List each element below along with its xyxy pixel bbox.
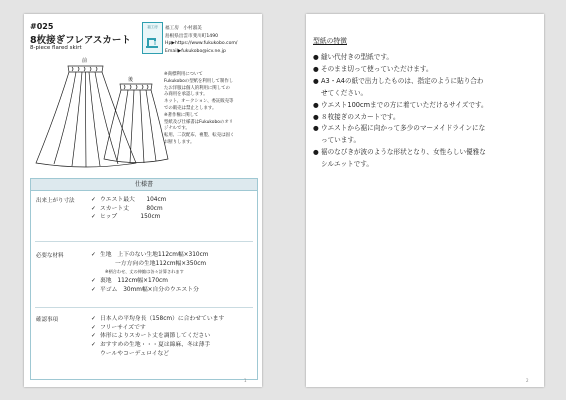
row-divider	[35, 307, 253, 308]
page-subtitle: 8-piece flared skirt	[30, 45, 82, 51]
materials-values	[91, 251, 208, 295]
check-icon: ✓	[91, 316, 96, 322]
back-label: 後	[128, 77, 134, 83]
shop-name: 福工房 小村淑美	[165, 26, 202, 31]
check-item: おすすめの生地・・・夏は綿麻、冬は薄手	[100, 342, 211, 349]
logo-text: 福工房	[147, 25, 158, 29]
bullet-icon: ●	[313, 64, 319, 73]
feature-item: ● 縫い代付きの型紙です。	[313, 52, 539, 64]
note-line: Fukukoboの型紙を利用して制作し	[164, 78, 234, 84]
finish-size-values	[91, 196, 166, 222]
note-line: での販売は禁止とします。	[164, 105, 217, 111]
check-item: 日本人の平均身長（158cm）に合わせています	[100, 316, 225, 322]
page-number: 2	[526, 378, 529, 383]
check-icon: ✓	[91, 252, 96, 258]
note-line: み商用を承認します。	[164, 92, 208, 98]
feature-item: ● A3・A4の紙で出力したものは、指定のように貼り合わ	[313, 76, 539, 88]
finish-hip: ヒップ 150cm	[100, 214, 161, 221]
shop-address: 島根県出雲市斐川町1490	[165, 33, 219, 39]
features-list	[313, 52, 539, 171]
bullet-icon: ●	[313, 100, 319, 109]
feature-item-continued: せてください。	[321, 88, 368, 97]
features-page	[306, 14, 544, 387]
bullet-icon: ●	[313, 76, 319, 85]
check-icon: ✓	[91, 197, 96, 203]
pattern-code: #025	[30, 22, 54, 31]
front-skirt-drawing	[36, 66, 136, 167]
note-line: ※著作権に関して	[164, 112, 199, 118]
check-icon: ✓	[91, 333, 96, 340]
check-icon: ✓	[91, 286, 96, 293]
note-line: ※商標利用について	[164, 72, 203, 77]
feature-item: ● ８枚接ぎのスカートです。	[313, 112, 539, 124]
note-line: 型紙及び仕様書はFukukoboのオリ	[164, 119, 234, 125]
check-icon: ✓	[91, 324, 96, 331]
row-divider	[35, 241, 253, 242]
feature-item: ● ウエストから裾に向かって多少のマーメイドラインにな	[313, 123, 539, 135]
finish-length: スカート丈 80cm	[100, 205, 163, 212]
material-note: ※柄合わせ、丈の伸縮は各々計算されます	[105, 269, 184, 275]
material-fabric: 生地 上下のない生地112cm幅×310cm	[100, 252, 209, 258]
page-title: 8枚接ぎフレアスカート	[30, 35, 131, 46]
check-icon: ✓	[91, 278, 96, 285]
note-line: ジナルです。	[164, 126, 190, 132]
feature-item-continued: シルエットです。	[321, 160, 373, 169]
bullet-icon: ●	[313, 53, 319, 61]
check-icon: ✓	[91, 214, 96, 221]
front-label: 前	[82, 58, 88, 64]
finish-waist: ウエスト最大 104cm	[100, 197, 167, 203]
check-items-values	[91, 315, 224, 359]
check-item: 体形によりスカート丈を調節してください	[100, 333, 211, 340]
features-title: 型紙の特徴	[313, 37, 347, 45]
shop-email[interactable]: Email▶fukukobo@icv.ne.jp	[165, 48, 226, 54]
spec-table	[30, 178, 258, 380]
note-line: お断りします。	[164, 139, 195, 145]
material-fabric-directional: 一方方向の生地112cm幅×350cm	[115, 260, 207, 267]
spec-header: 仕様書	[31, 179, 257, 191]
bullet-icon: ●	[313, 124, 319, 133]
check-icon: ✓	[91, 205, 96, 212]
note-line: たお洋服は個人的利用に関しての	[164, 85, 230, 91]
note-line: 転用、二次配布、複製、転売は固く	[164, 133, 235, 139]
check-items-label: 確認事項	[36, 317, 59, 323]
bullet-icon: ●	[313, 148, 319, 157]
note-line: ネット、オークション、委託販売等	[164, 99, 234, 105]
feature-item: ● ウエスト100cmまでの方に着ていただけるサイズです。	[313, 100, 539, 112]
material-lining: 裏地 112cm幅×170cm	[100, 278, 168, 285]
feature-item: ● そのまま切って使っていただけます。	[313, 64, 539, 76]
usage-notes	[164, 72, 260, 147]
bullet-icon: ●	[313, 112, 319, 121]
finish-size-label: 出来上がり寸法	[36, 198, 75, 204]
feature-item: ● 裾のなびきが波のような形状となり、女性らしい優雅な	[313, 147, 539, 159]
spec-page	[24, 14, 262, 387]
materials-label: 必要な材料	[36, 253, 64, 259]
material-elastic: 平ゴム 30mm幅×自分のウエスト分	[100, 286, 199, 293]
check-item-continued: ウールやコーデュロイなど	[100, 350, 170, 357]
shop-url[interactable]: Hp▶https://www.fukukobo.com/	[165, 41, 238, 46]
check-icon: ✓	[91, 342, 96, 349]
feature-item-continued: っています。	[321, 136, 361, 145]
page-number: 1	[244, 378, 247, 383]
check-item: フリーサイズです	[100, 324, 146, 331]
